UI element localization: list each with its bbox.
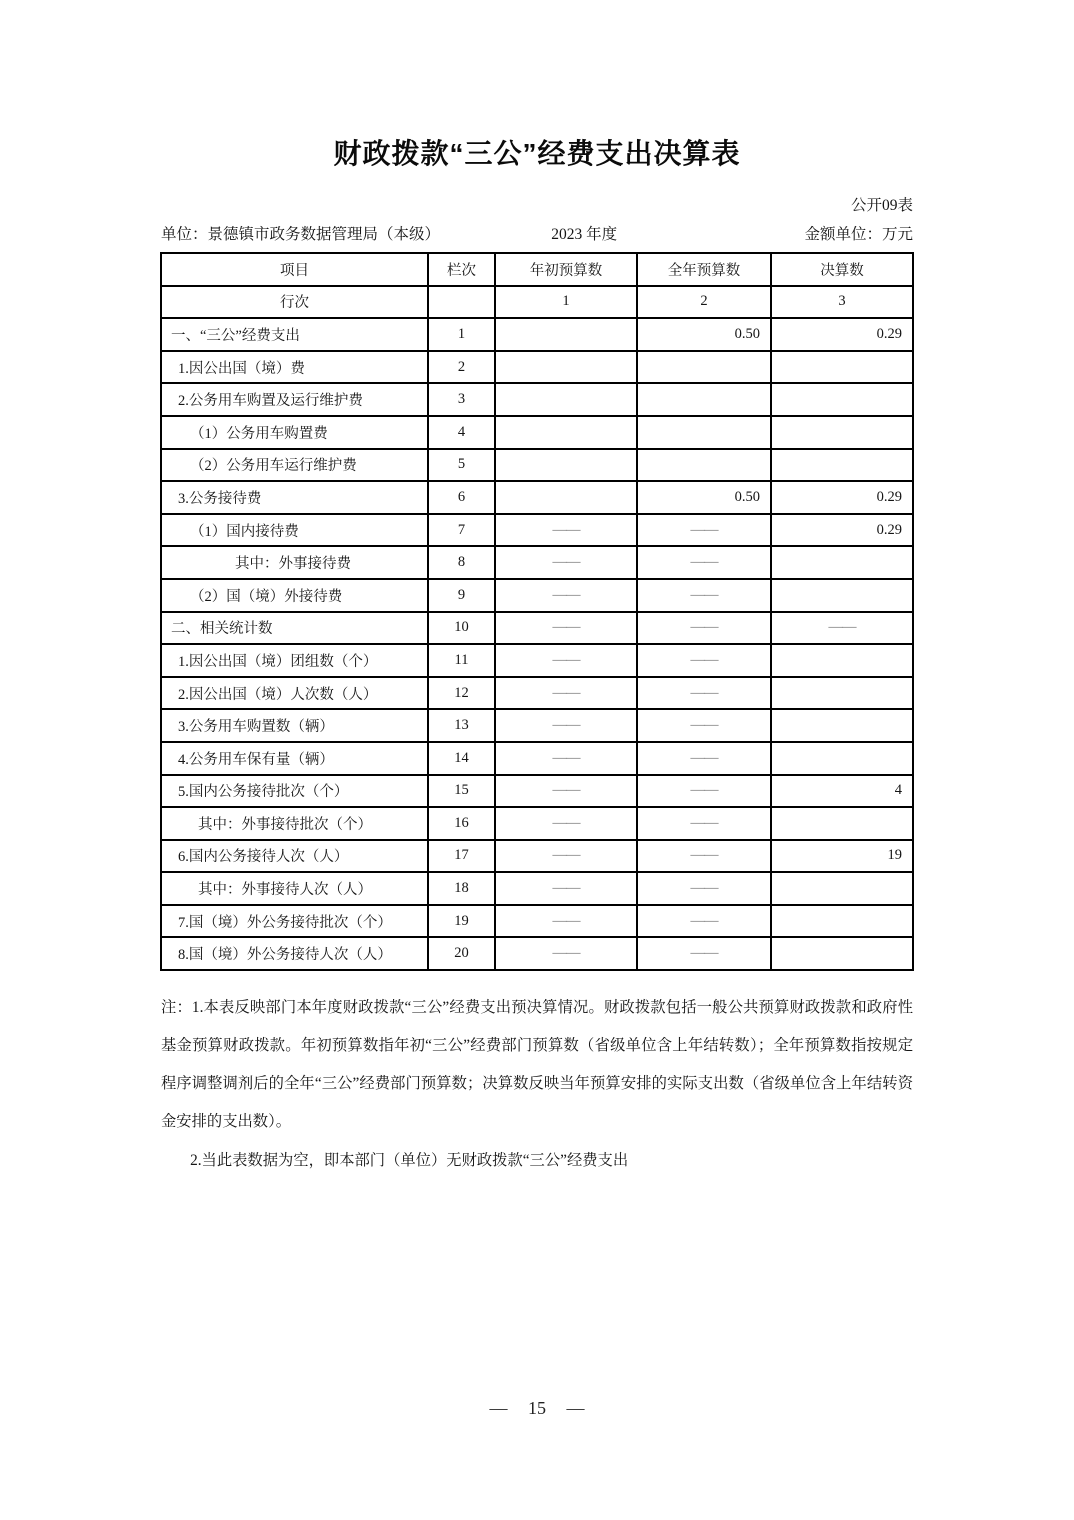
notes-section xyxy=(161,989,913,1180)
header-initial-budget: 年初预算数 xyxy=(495,253,637,286)
table-row xyxy=(161,937,913,970)
table-row xyxy=(161,351,913,384)
value-cell: —— xyxy=(495,807,637,840)
item-cell: 1.因公出国（境）团组数（个） xyxy=(161,644,428,677)
value-cell xyxy=(771,677,913,710)
item-cell: 3.公务接待费 xyxy=(161,481,428,514)
value-cell xyxy=(637,449,771,482)
subheader-col-2: 2 xyxy=(637,286,771,319)
table-row xyxy=(161,709,913,742)
value-cell: 0.29 xyxy=(771,514,913,547)
table-header-row xyxy=(161,253,913,286)
value-cell xyxy=(495,416,637,449)
item-cell: 2.因公出国（境）人次数（人） xyxy=(161,677,428,710)
line-no-cell: 19 xyxy=(428,905,495,938)
value-cell: —— xyxy=(495,579,637,612)
value-cell xyxy=(771,383,913,416)
table-row xyxy=(161,840,913,873)
item-cell: 1.因公出国（境）费 xyxy=(161,351,428,384)
table-subheader-row xyxy=(161,286,913,319)
header-item: 项目 xyxy=(161,253,428,286)
table-row xyxy=(161,644,913,677)
value-cell xyxy=(637,351,771,384)
line-no-cell: 16 xyxy=(428,807,495,840)
line-no-cell: 9 xyxy=(428,579,495,612)
value-cell: —— xyxy=(637,742,771,775)
value-cell xyxy=(771,937,913,970)
table-row xyxy=(161,872,913,905)
item-cell: 3.公务用车购置数（辆） xyxy=(161,709,428,742)
value-cell xyxy=(495,383,637,416)
table-row xyxy=(161,546,913,579)
value-cell: —— xyxy=(637,937,771,970)
table-row xyxy=(161,775,913,808)
item-cell: 2.公务用车购置及运行维护费 xyxy=(161,383,428,416)
line-no-cell: 14 xyxy=(428,742,495,775)
line-no-cell: 18 xyxy=(428,872,495,905)
item-cell: 7.国（境）外公务接待批次（个） xyxy=(161,905,428,938)
table-row xyxy=(161,481,913,514)
subheader-col-3: 3 xyxy=(771,286,913,319)
table-row xyxy=(161,807,913,840)
value-cell xyxy=(495,449,637,482)
line-no-cell: 10 xyxy=(428,612,495,645)
value-cell: —— xyxy=(495,840,637,873)
line-no-cell: 12 xyxy=(428,677,495,710)
item-cell: （1）公务用车购置费 xyxy=(161,416,428,449)
value-cell: 0.50 xyxy=(637,318,771,351)
unit-label: 单位：景德镇市政务数据管理局（本级） xyxy=(161,226,441,243)
item-cell: 其中：外事接待人次（人） xyxy=(161,872,428,905)
value-cell: —— xyxy=(637,644,771,677)
value-cell: —— xyxy=(495,644,637,677)
value-cell: 0.50 xyxy=(637,481,771,514)
item-cell: （2）国（境）外接待费 xyxy=(161,579,428,612)
item-cell: 5.国内公务接待批次（个） xyxy=(161,775,428,808)
table-row xyxy=(161,579,913,612)
item-cell: 4.公务用车保有量（辆） xyxy=(161,742,428,775)
table-row xyxy=(161,449,913,482)
value-cell: —— xyxy=(495,612,637,645)
info-row xyxy=(161,222,913,244)
line-no-cell: 4 xyxy=(428,416,495,449)
value-cell xyxy=(771,449,913,482)
table-row xyxy=(161,318,913,351)
page-title: 财政拨款“三公”经费支出决算表 xyxy=(333,138,741,169)
line-no-cell: 11 xyxy=(428,644,495,677)
table-row xyxy=(161,416,913,449)
value-cell: —— xyxy=(495,775,637,808)
value-cell: —— xyxy=(637,840,771,873)
item-cell: 一、“三公”经费支出 xyxy=(161,318,428,351)
amount-unit-label: 金额单位：万元 xyxy=(804,226,913,243)
value-cell: —— xyxy=(637,612,771,645)
value-cell xyxy=(771,742,913,775)
header-column-no: 栏次 xyxy=(428,253,495,286)
value-cell: —— xyxy=(637,546,771,579)
value-cell xyxy=(771,644,913,677)
line-no-cell: 8 xyxy=(428,546,495,579)
header-full-year-budget: 全年预算数 xyxy=(637,253,771,286)
value-cell xyxy=(771,579,913,612)
value-cell: —— xyxy=(637,514,771,547)
value-cell: —— xyxy=(495,514,637,547)
value-cell: —— xyxy=(771,612,913,645)
subheader-empty-cell xyxy=(428,286,495,319)
value-cell xyxy=(771,546,913,579)
item-cell: 其中：外事接待批次（个） xyxy=(161,807,428,840)
subheader-row-no-label: 行次 xyxy=(161,286,428,319)
form-code-label: 公开09表 xyxy=(850,197,913,214)
value-cell xyxy=(637,383,771,416)
value-cell: 0.29 xyxy=(771,318,913,351)
item-cell: （2）公务用车运行维护费 xyxy=(161,449,428,482)
line-no-cell: 2 xyxy=(428,351,495,384)
table-row xyxy=(161,612,913,645)
value-cell: —— xyxy=(495,677,637,710)
value-cell: —— xyxy=(495,709,637,742)
value-cell: —— xyxy=(495,905,637,938)
value-cell xyxy=(637,416,771,449)
subheader-col-1: 1 xyxy=(495,286,637,319)
item-cell: 6.国内公务接待人次（人） xyxy=(161,840,428,873)
item-cell: （1）国内接待费 xyxy=(161,514,428,547)
value-cell: —— xyxy=(637,905,771,938)
value-cell: —— xyxy=(495,742,637,775)
year-label: 2023 年度 xyxy=(551,226,618,243)
line-no-cell: 20 xyxy=(428,937,495,970)
value-cell xyxy=(495,318,637,351)
value-cell: —— xyxy=(637,807,771,840)
table-row xyxy=(161,514,913,547)
item-cell: 其中：外事接待费 xyxy=(161,546,428,579)
line-no-cell: 3 xyxy=(428,383,495,416)
value-cell: —— xyxy=(637,775,771,808)
value-cell xyxy=(771,416,913,449)
value-cell: —— xyxy=(495,546,637,579)
value-cell: 0.29 xyxy=(771,481,913,514)
header-final-accounts: 决算数 xyxy=(771,253,913,286)
value-cell: —— xyxy=(637,677,771,710)
table-row xyxy=(161,677,913,710)
table-body xyxy=(161,318,913,970)
value-cell xyxy=(771,351,913,384)
value-cell: 4 xyxy=(771,775,913,808)
value-cell: —— xyxy=(637,872,771,905)
value-cell: —— xyxy=(637,709,771,742)
value-cell xyxy=(495,481,637,514)
table-row xyxy=(161,905,913,938)
value-cell: 19 xyxy=(771,840,913,873)
line-no-cell: 15 xyxy=(428,775,495,808)
line-no-cell: 1 xyxy=(428,318,495,351)
value-cell xyxy=(495,351,637,384)
line-no-cell: 7 xyxy=(428,514,495,547)
value-cell: —— xyxy=(637,579,771,612)
value-cell xyxy=(771,709,913,742)
table-row xyxy=(161,383,913,416)
table-row xyxy=(161,742,913,775)
item-cell: 二、相关统计数 xyxy=(161,612,428,645)
line-no-cell: 13 xyxy=(428,709,495,742)
line-no-cell: 5 xyxy=(428,449,495,482)
expense-table xyxy=(160,252,914,971)
value-cell xyxy=(771,872,913,905)
line-no-cell: 17 xyxy=(428,840,495,873)
item-cell: 8.国（境）外公务接待人次（人） xyxy=(161,937,428,970)
page-number: — 15 — xyxy=(489,1398,585,1418)
value-cell xyxy=(771,905,913,938)
note-1: 注：1.本表反映部门本年度财政拨款“三公”经费支出预决算情况。财政拨款包括一般公共预算财政拨款和政府性基金预算财政拨款。年初预算数指年初“三公”经费部门预算数（省级单位含上年结转数）；全年预算数指按规定程序调整调剂后的全年“三公”经费部门预算数；决算数反映当年预算安排的实际支出数（省级单位含上年结转资金安排的支出数）。 xyxy=(161,999,913,1131)
line-no-cell: 6 xyxy=(428,481,495,514)
value-cell: —— xyxy=(495,872,637,905)
note-2: 2.当此表数据为空，即本部门（单位）无财政拨款“三公”经费支出 xyxy=(190,1152,629,1170)
value-cell xyxy=(771,807,913,840)
value-cell: —— xyxy=(495,937,637,970)
